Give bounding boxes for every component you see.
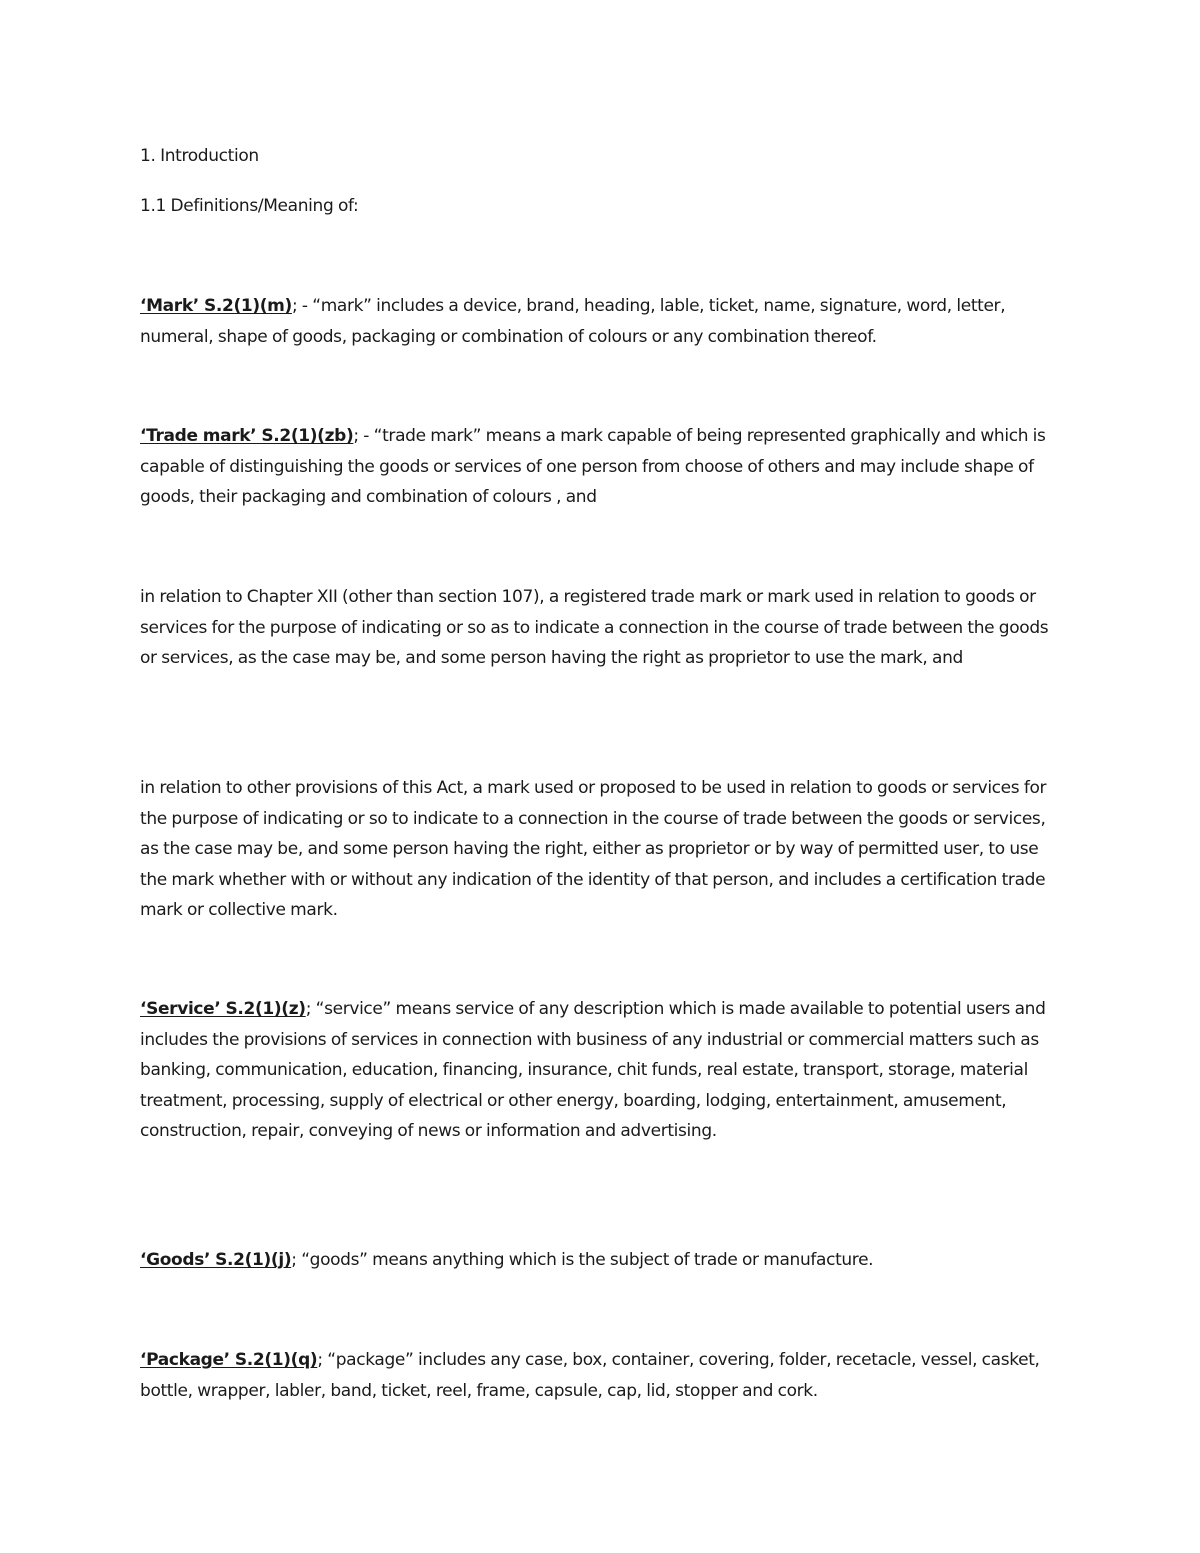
- subsection-heading: 1.1 Definitions/Meaning of:: [140, 196, 359, 216]
- section-heading: 1. Introduction: [140, 146, 259, 166]
- separator: ; -: [353, 426, 374, 446]
- trade-mark-clause-other-provisions: in relation to other provisions of this Act, a mark used or proposed to be used in relation to goods or services for the purpose of indicating or so to indicate to a connection in the course of trade between the goods or services, as the case may be, and some person having the right, either as proprietor or by way of permitted user, to use the mark whether with or without any indication of the identity of that person, and includes a certification trade mark or collective mark.: [140, 778, 1047, 920]
- definition-body-goods: “goods” means anything which is the subject of trade or manufacture.: [301, 1250, 874, 1270]
- definition-term-trade-mark: ‘Trade mark’ S.2(1)(zb): [140, 426, 354, 446]
- definition-term-mark: ‘Mark’ S.2(1)(m): [140, 296, 292, 316]
- definition-trade-mark: [140, 421, 1060, 513]
- definition-body-package: “package” includes any case, box, container, covering, folder, recetacle, vessel, casket, bottle, wrapper, labler, band, ticket, reel, frame, capsule, cap, lid, stopper and cork.: [140, 1350, 1040, 1401]
- definition-service: [140, 994, 1060, 1147]
- separator: ; -: [291, 296, 313, 316]
- separator: ;: [291, 1250, 302, 1270]
- definition-term-service: ‘Service’ S.2(1)(z): [140, 999, 306, 1019]
- separator: ;: [317, 1350, 328, 1370]
- definition-body-service: “service” means service of any description which is made available to potential users and includes the provisions of services in connection with business of any industrial or commercial matters such as banking, communication, education, financing, insurance, chit funds, real estate, transport, storage, material treatment, processing, supply of electrical or other energy, boarding, lodging, entertainment, amusement, construction, repair, conveying of news or information and advertising.: [140, 999, 1046, 1141]
- definition-body-trade-mark: “trade mark” means a mark capable of being represented graphically and which is capable of distinguishing the goods or services of one person from choose of others and may include shape of goods, their packaging and combination of colours , and: [140, 426, 1046, 507]
- definition-term-package: ‘Package’ S.2(1)(q): [140, 1350, 318, 1370]
- trade-mark-clause-chapter-xii: in relation to Chapter XII (other than section 107), a registered trade mark or mark used in relation to goods or services for the purpose of indicating or so as to indicate a connection in the course of trade between the goods or services, as the case may be, and some person having the right as proprietor to use the mark, and: [140, 587, 1049, 668]
- definition-mark: [140, 291, 1060, 352]
- definition-package: [140, 1345, 1060, 1406]
- definition-goods: [140, 1245, 1060, 1276]
- definition-term-goods: ‘Goods’ S.2(1)(j): [140, 1250, 292, 1270]
- separator: ;: [305, 999, 316, 1019]
- definition-body-mark: “mark” includes a device, brand, heading, lable, ticket, name, signature, word, letter, numeral, shape of goods, packaging or combination of colours or any combination thereof.: [140, 296, 1006, 347]
